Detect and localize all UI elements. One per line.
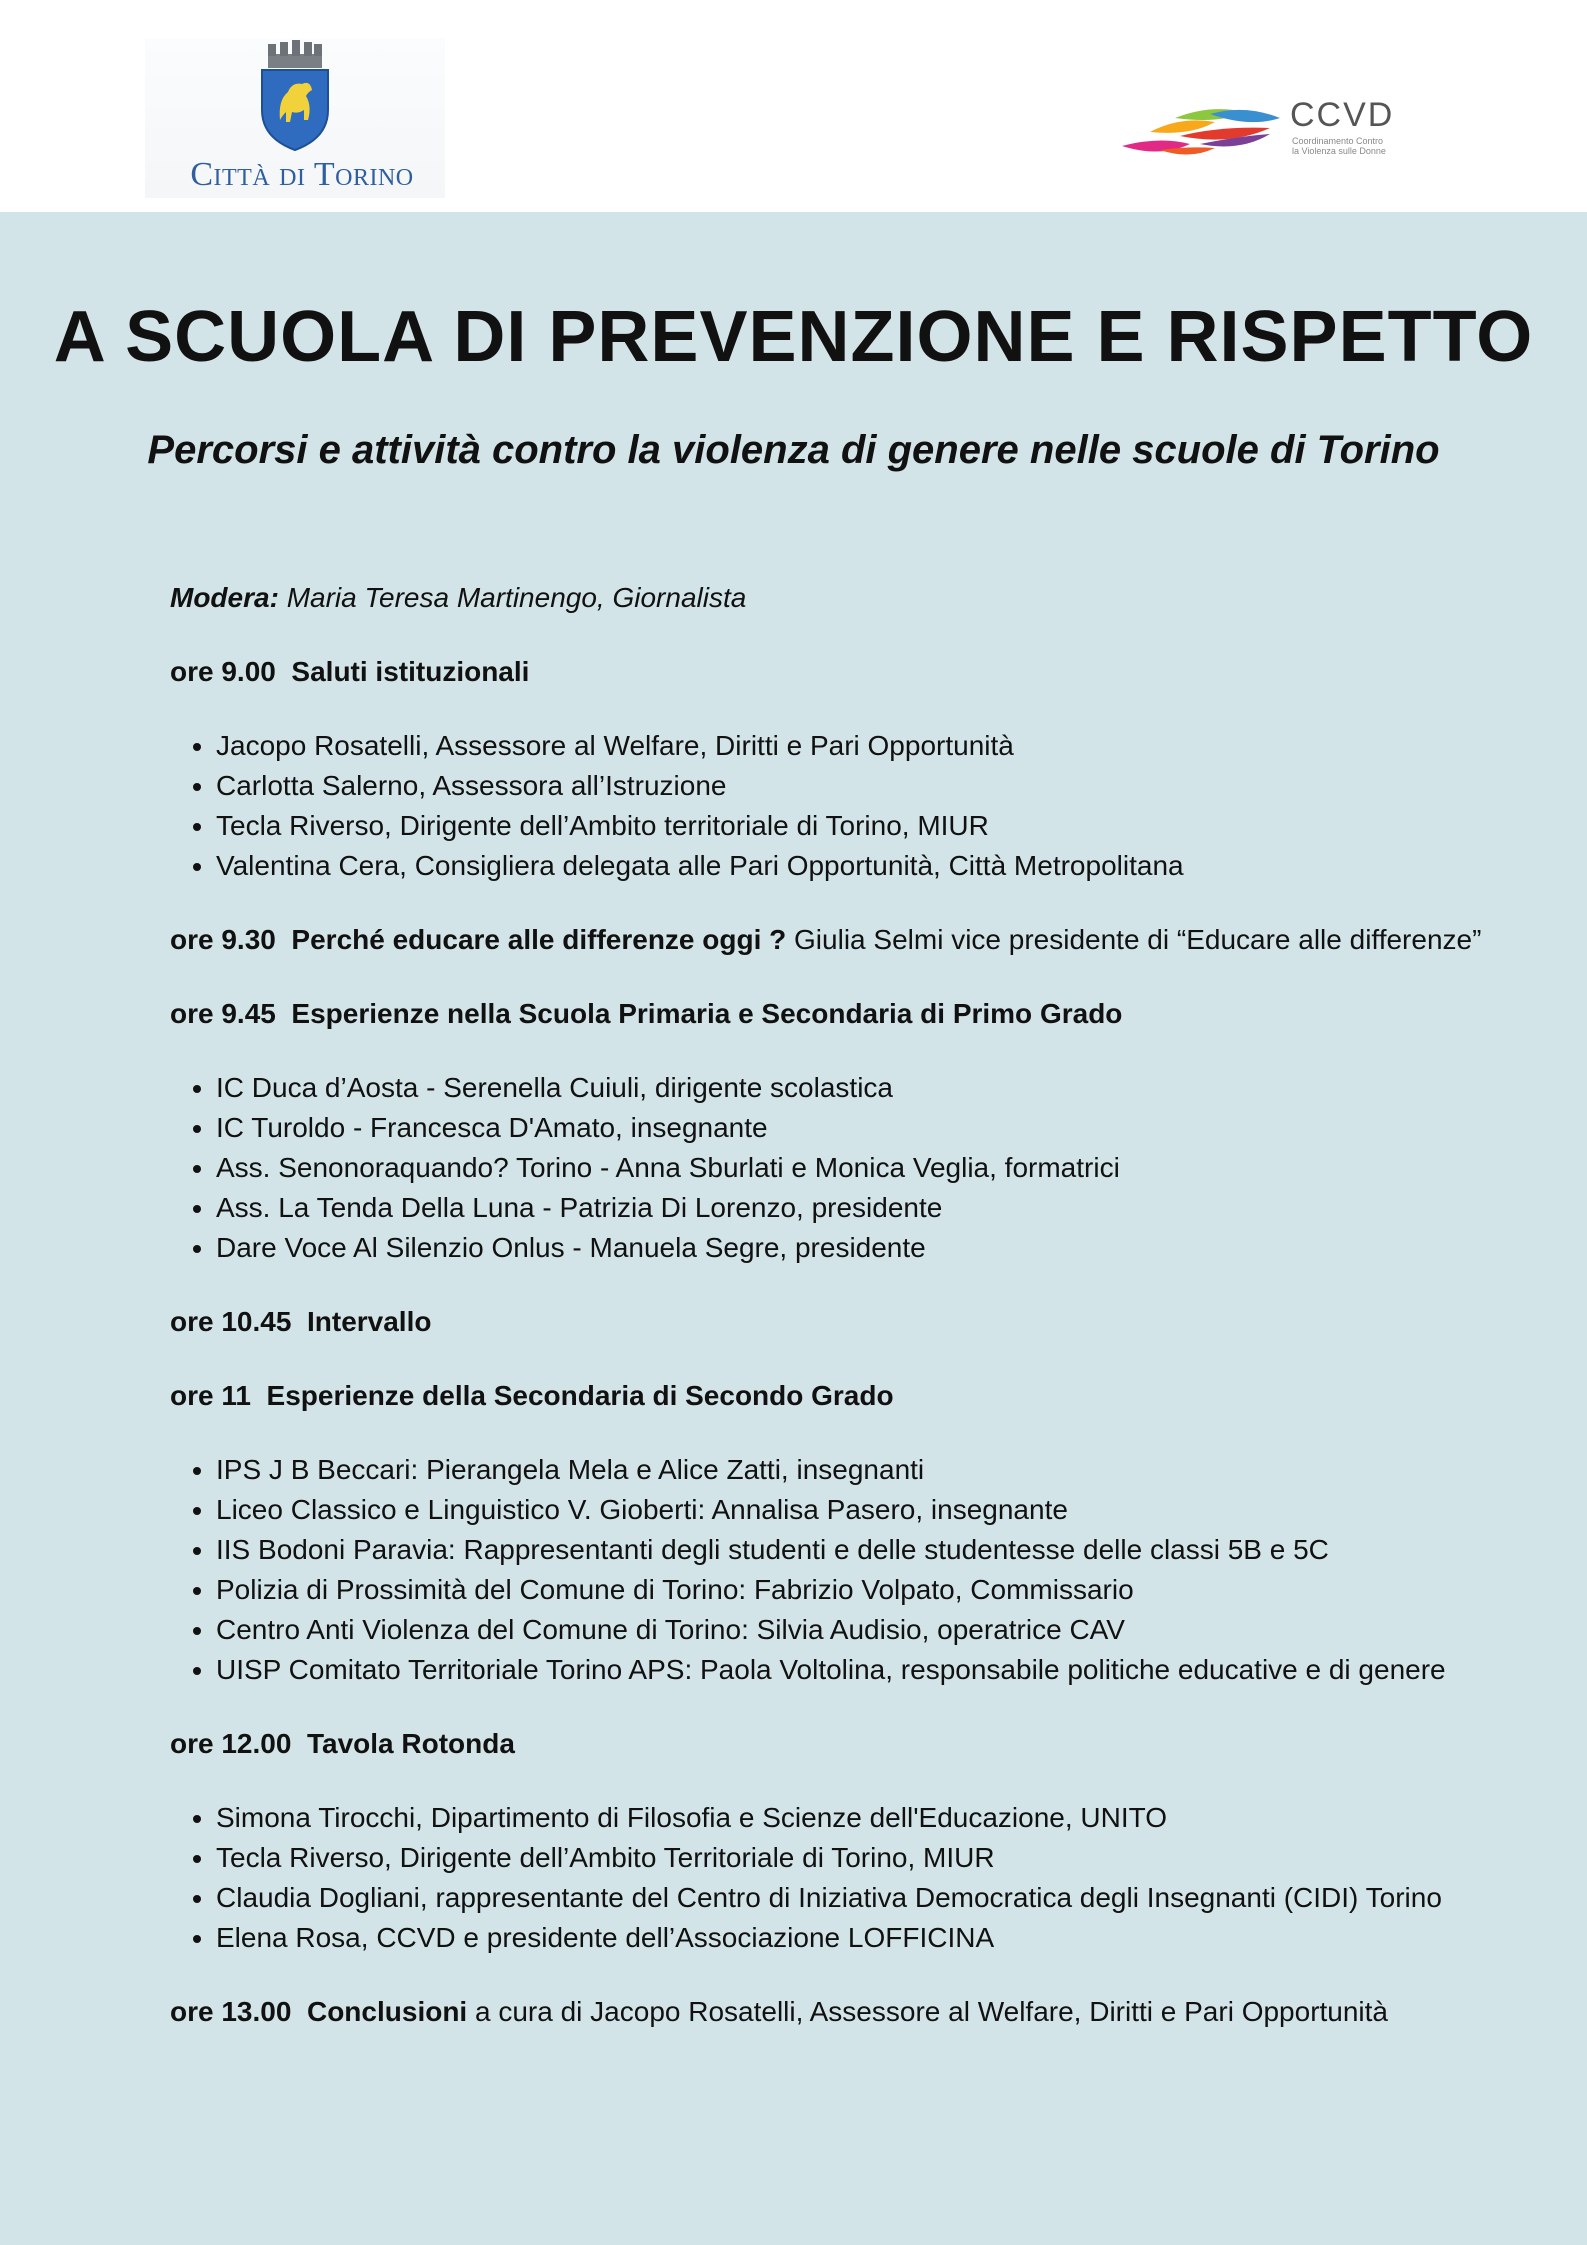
session-time: ore 9.00: [170, 656, 276, 687]
moderator: [170, 578, 1490, 618]
speaker-list: [170, 1798, 1490, 1958]
session-title: Perché educare alle differenze oggi ?: [291, 924, 787, 955]
session-time: ore 11: [170, 1380, 251, 1411]
list-item: • Carlotta Salerno, Assessora all’Istruzione: [216, 766, 1490, 806]
list-item: • Centro Anti Violenza del Comune di Torino: Silvia Audisio, operatrice CAV: [216, 1610, 1490, 1650]
ccvd-logo: [1120, 96, 1400, 166]
list-item: • Tecla Riverso, Dirigente dell’Ambito Territoriale di Torino, MIUR: [216, 1838, 1490, 1878]
list-item: • IC Turoldo - Francesca D'Amato, insegnante: [216, 1108, 1490, 1148]
session-title: Intervallo: [306, 1306, 432, 1337]
speaker-list: [170, 1068, 1490, 1268]
session-time: ore 12.00: [170, 1728, 292, 1759]
program: [170, 578, 1490, 2032]
list-item: • Ass. La Tenda Della Luna - Patrizia Di Lorenzo, presidente: [216, 1188, 1490, 1228]
session-title: Saluti istituzionali: [291, 656, 530, 687]
list-item: • Claudia Dogliani, rappresentante del Centro di Iniziativa Democratica degli Insegnanti (CIDI) Torino: [216, 1878, 1490, 1918]
session-title: Conclusioni: [306, 1996, 468, 2027]
page-subtitle: Percorsi e attività contro la violenza di genere nelle scuole di Torino: [147, 428, 1440, 472]
session-heading: [170, 1302, 1490, 1342]
list-item: • Tecla Riverso, Dirigente dell’Ambito territoriale di Torino, MIUR: [216, 806, 1490, 846]
ccvd-logo-subtitle: Coordinamento Contro la Violenza sulle Donne: [1292, 136, 1386, 156]
ccvd-rainbow-icon: [1120, 106, 1285, 164]
list-item: • IIS Bodoni Paravia: Rappresentanti degli studenti e delle studentesse delle classi 5B e 5C: [216, 1530, 1490, 1570]
moderator-label: Modera:: [170, 582, 279, 613]
list-item: • Liceo Classico e Linguistico V. Gioberti: Annalisa Pasero, insegnante: [216, 1490, 1490, 1530]
list-item: • Ass. Senonoraquando? Torino - Anna Sburlati e Monica Veglia, formatrici: [216, 1148, 1490, 1188]
torino-coat-of-arms-icon: [258, 40, 332, 152]
list-item: • Valentina Cera, Consigliera delegata alle Pari Opportunità, Città Metropolitana: [216, 846, 1490, 886]
torino-logo-text: Città di Torino: [190, 156, 414, 193]
session-time: ore 9.45: [170, 998, 276, 1029]
list-item: • IPS J B Beccari: Pierangela Mela e Alice Zatti, insegnanti: [216, 1450, 1490, 1490]
list-item: • Simona Tirocchi, Dipartimento di Filosofia e Scienze dell'Educazione, UNITO: [216, 1798, 1490, 1838]
session-title: Esperienze nella Scuola Primaria e Secondaria di Primo Grado: [291, 998, 1123, 1029]
session-title: Tavola Rotonda: [306, 1728, 515, 1759]
session-heading: [170, 1992, 1490, 2032]
list-item: • Dare Voce Al Silenzio Onlus - Manuela Segre, presidente: [216, 1228, 1490, 1268]
session-text: Giulia Selmi vice presidente di “Educare alle differenze”: [794, 924, 1482, 955]
session-time: ore 10.45: [170, 1306, 292, 1337]
session-heading: [170, 652, 1490, 692]
list-item: • UISP Comitato Territoriale Torino APS: Paola Voltolina, responsabile politiche educative e di genere: [216, 1650, 1490, 1690]
list-item: • Polizia di Prossimità del Comune di Torino: Fabrizio Volpato, Commissario: [216, 1570, 1490, 1610]
list-item: • Elena Rosa, CCVD e presidente dell’Associazione LOFFICINA: [216, 1918, 1490, 1958]
session-heading: [170, 994, 1490, 1034]
session-time: ore 9.30: [170, 924, 276, 955]
session-heading: [170, 1724, 1490, 1764]
list-item: • Jacopo Rosatelli, Assessore al Welfare, Diritti e Pari Opportunità: [216, 726, 1490, 766]
header: [0, 0, 1587, 212]
speaker-list: [170, 726, 1490, 886]
session-time: ore 13.00: [170, 1996, 292, 2027]
speaker-list: [170, 1450, 1490, 1690]
citta-di-torino-logo: [145, 38, 445, 198]
ccvd-logo-text: CCVD: [1290, 96, 1395, 134]
session-text: a cura di Jacopo Rosatelli, Assessore al Welfare, Diritti e Pari Opportunità: [475, 1996, 1389, 2027]
session-title: Esperienze della Secondaria di Secondo Grado: [266, 1380, 894, 1411]
moderator-name: Maria Teresa Martinengo, Giornalista: [286, 582, 747, 613]
page-title: A SCUOLA DI PREVENZIONE E RISPETTO: [53, 297, 1534, 377]
session-heading: [170, 920, 1490, 960]
list-item: • IC Duca d’Aosta - Serenella Cuiuli, dirigente scolastica: [216, 1068, 1490, 1108]
session-heading: [170, 1376, 1490, 1416]
